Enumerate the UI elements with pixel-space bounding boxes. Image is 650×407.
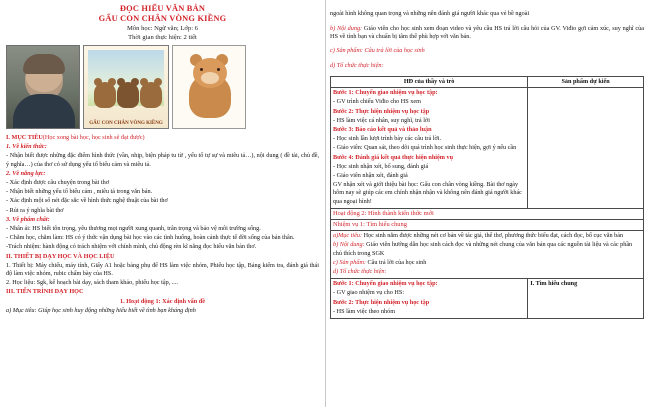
step-2-title: Bước 2: Thực hiện nhiệm vụ học tập	[333, 107, 430, 115]
activity-2-label-b: b) Nội dung:	[333, 241, 365, 249]
table-row-activity2-title	[331, 208, 644, 219]
activity-2-text-c: Câu trả lời của học sinh	[367, 258, 427, 266]
quality-item-2: - Chăm học, chăm làm: HS có ý thức vận dụng bài học vào các tình huống, hoàn cảnh thực tế đời sống của bản thân.	[6, 234, 295, 242]
author-portrait-image	[6, 45, 80, 129]
step-4-line-3: GV nhận xét và giới thiệu bài học: Gấu con chân vòng kiềng. Bài thơ ngày hôm nay sẽ giúp các em chính nhận nhận và không nên đánh giá người khác qua ngoại hình!	[333, 181, 522, 205]
equipment-item: 1. Thiết bị: Máy chiếu, máy tính, Giấy A1 hoặc bảng phụ để HS làm việc nhóm, Phiếu học tập, Bảng kiểm tra, đánh giá thái độ làm việc nhóm, rubic chấm bày của HS.	[6, 261, 319, 278]
activity-2-product-cell	[528, 279, 644, 319]
a2-step-1-line-1: - GV giao nhiệm vụ cho HS:	[333, 289, 405, 297]
quality-item-3: -Trách nhiệm: hành động có trách nhiệm với chính mình, chủ động rèn kĩ năng đọc hiểu văn bản thơ.	[6, 243, 257, 251]
step-1-title: Bước 1: Chuyển giao nhiệm vụ học tập:	[333, 89, 438, 97]
a2-step-2-line-1: - HS làm việc theo nhóm	[333, 307, 396, 315]
intro-label-d: d) Tổ chức thực hiện:	[330, 61, 384, 69]
right-intro-block	[330, 10, 644, 70]
cartoon-eye-left	[200, 68, 203, 71]
table1-header-activities: HĐ của thầy và trò	[331, 76, 528, 87]
portrait-hair-shape	[23, 54, 65, 74]
knowledge-heading: 1. Về kiến thức:	[6, 143, 47, 151]
knowledge-item-1: - Nhận biết được những đặc điểm hình thức (vần, nhịp, biện pháp tu từ , yếu tố tự sự và miêu tả…), nội dung ( đề tài, chủ đề, ý nghĩa…) của thơ có sử dụng yếu tố biểu cảm và miêu tả.	[6, 152, 319, 168]
book-bear-1	[94, 82, 116, 108]
doc-title-line2: GẤU CON CHÂN VÒNG KIỀNG	[98, 14, 227, 23]
activity-1-table	[330, 76, 644, 319]
intro-label-c: c) Sản phẩm: Câu trả lời của học sinh	[330, 47, 425, 55]
section-2-heading: II. THIẾT BỊ DẠY HỌC VÀ HỌC LIỆU	[6, 252, 115, 260]
book-cover-caption: GẤU CON CHÂN VÒNG KIỀNG	[89, 121, 163, 126]
cartoon-muzzle	[201, 72, 219, 84]
left-body-text	[6, 134, 319, 315]
step-4-title: Bước 4: Đánh giá kết quả thực hiện nhiệm vụ	[333, 153, 454, 161]
intro-paragraph-1: ngoài hình không quan trọng và những nên đánh giá người khác qua vẻ bề ngoài	[330, 10, 530, 18]
step-3-line-2: - Giáo viên: Quan sát, theo dõi quá trình học sinh thực hiện, gợi ý nếu cần	[333, 144, 517, 152]
table-row	[331, 279, 644, 319]
quality-item-1: - Nhân ái: HS biết tôn trọng, yêu thương mọi người xung quanh, trân trọng và bảo vệ môi trường sống.	[6, 225, 261, 233]
image-row	[6, 45, 319, 131]
activity-2-text-b: Giáo viên hướng dẫn học sinh cách đọc và những nét chung của văn bản qua các nguồn tài liệu và các phần chú thích trong SGK	[333, 241, 633, 257]
step-2-line-1: - HS làm việc cá nhân, suy nghĩ, trả lời	[333, 116, 430, 124]
section-1-note: (Học xong bài học, học sinh sẽ đạt được)	[42, 134, 145, 141]
table1-product-cell	[528, 88, 644, 209]
activity-1-goal: a) Mục tiêu: Giúp học sinh huy động những hiểu biết về tình bạn kháng định	[6, 306, 196, 314]
step-3-title: Bước 3: Báo cáo kết quả và thảo luận	[333, 125, 432, 133]
table-row-activity2-sub	[331, 220, 644, 231]
a2-step-2-title: Bước 2: Thực hiện nhiệm vụ học tập	[333, 298, 430, 306]
step-4-line-2: - Giáo viên nhận xét, đánh giá	[333, 171, 408, 179]
competence-item-1: - Xác định được câu chuyện trong bài thơ	[6, 179, 110, 187]
bear-cartoon-image	[172, 45, 246, 129]
activity-2-description-cell	[331, 231, 644, 279]
activity-2-label-d: d) Tổ chức thực hiện:	[333, 268, 387, 276]
doc-title-line1: ĐỌC HIỂU VĂN BẢN	[119, 4, 206, 13]
competence-heading: 2. Về năng lực:	[6, 169, 46, 177]
competence-item-3: - Xác định một số nét đặc sắc về hình thức nghệ thuật của bài thơ	[6, 197, 168, 205]
section-1-heading: I. MỤC TIÊU	[6, 134, 43, 141]
document-header	[6, 4, 319, 42]
materials-item: 2. Học liệu: Sgk, kế hoạch bài dạy, sách tham khảo, phiếu học tập, ....	[6, 279, 178, 287]
a2-step-1-title: Bước 1: Chuyển giao nhiệm vụ học tập:	[333, 280, 438, 288]
step-1-line-1: - GV trình chiếu Viđio cho HS xem	[333, 98, 421, 106]
table-row	[331, 88, 644, 209]
competence-item-4: - Rút ra ý nghĩa bài thơ	[6, 206, 64, 214]
activity-2-label-a: a)Mục tiêu:	[333, 232, 363, 240]
table-row-activity2-desc	[331, 231, 644, 279]
quality-heading: 3. Về phẩm chất:	[6, 215, 50, 223]
activity-2-text-a: Học sinh nắm được những nét cơ bản về tác giả, thể thơ, phương thức biểu đạt, cách đọc, bố cục văn bản	[363, 232, 624, 240]
activity-2-label-c: c) Sản phẩm:	[333, 258, 366, 266]
activity-2-steps-cell	[331, 279, 528, 319]
book-bear-2	[117, 82, 139, 108]
activity-2-subtitle: Nhiệm vụ 1: Tìm hiểu chung	[331, 220, 644, 231]
a2-product-heading: I. Tìm hiểu chung	[530, 280, 578, 288]
doc-subject-line: Môn học: Ngữ văn; Lớp: 6	[127, 25, 198, 32]
intro-label-b: b) Nội dung:	[330, 24, 363, 32]
competence-item-2: - Nhận biết những yếu tố biểu cảm , miêu tả trong văn bản.	[6, 188, 153, 196]
step-4-line-1: - Học sinh nhận xét, bổ sung, đánh giá	[333, 162, 429, 170]
book-bear-3	[140, 82, 162, 108]
book-cover-image	[83, 45, 169, 129]
doc-time-line: Thời gian thực hiện: 2 tiết	[128, 34, 197, 41]
section-3-heading: III. TIẾN TRÌNH DẠY HỌC	[6, 288, 84, 296]
step-3-line-1: - Học sinh lần lượt trình bày các câu trả lời.	[333, 135, 442, 143]
activity-1-title: 1. Hoạt động 1: Xác định vấn đề	[120, 297, 205, 305]
intro-paragraph-2: Giáo viên cho học sinh xem đoạn video và yêu cầu HS trả lời câu hỏi của GV. Viđio gợi cảm xúc, suy nghĩ của HS về tình bạn và chuẩn bị tâm thế phù hợp với văn bản.	[330, 24, 645, 40]
activity-2-title: Hoạt động 2: Hình thành kiến thức mới	[331, 208, 644, 219]
right-column	[325, 0, 650, 407]
table-row-header	[331, 76, 644, 87]
cartoon-eye-right	[217, 68, 220, 71]
table1-header-products: Sản phẩm dự kiến	[528, 76, 644, 87]
table1-steps-cell	[331, 88, 528, 209]
